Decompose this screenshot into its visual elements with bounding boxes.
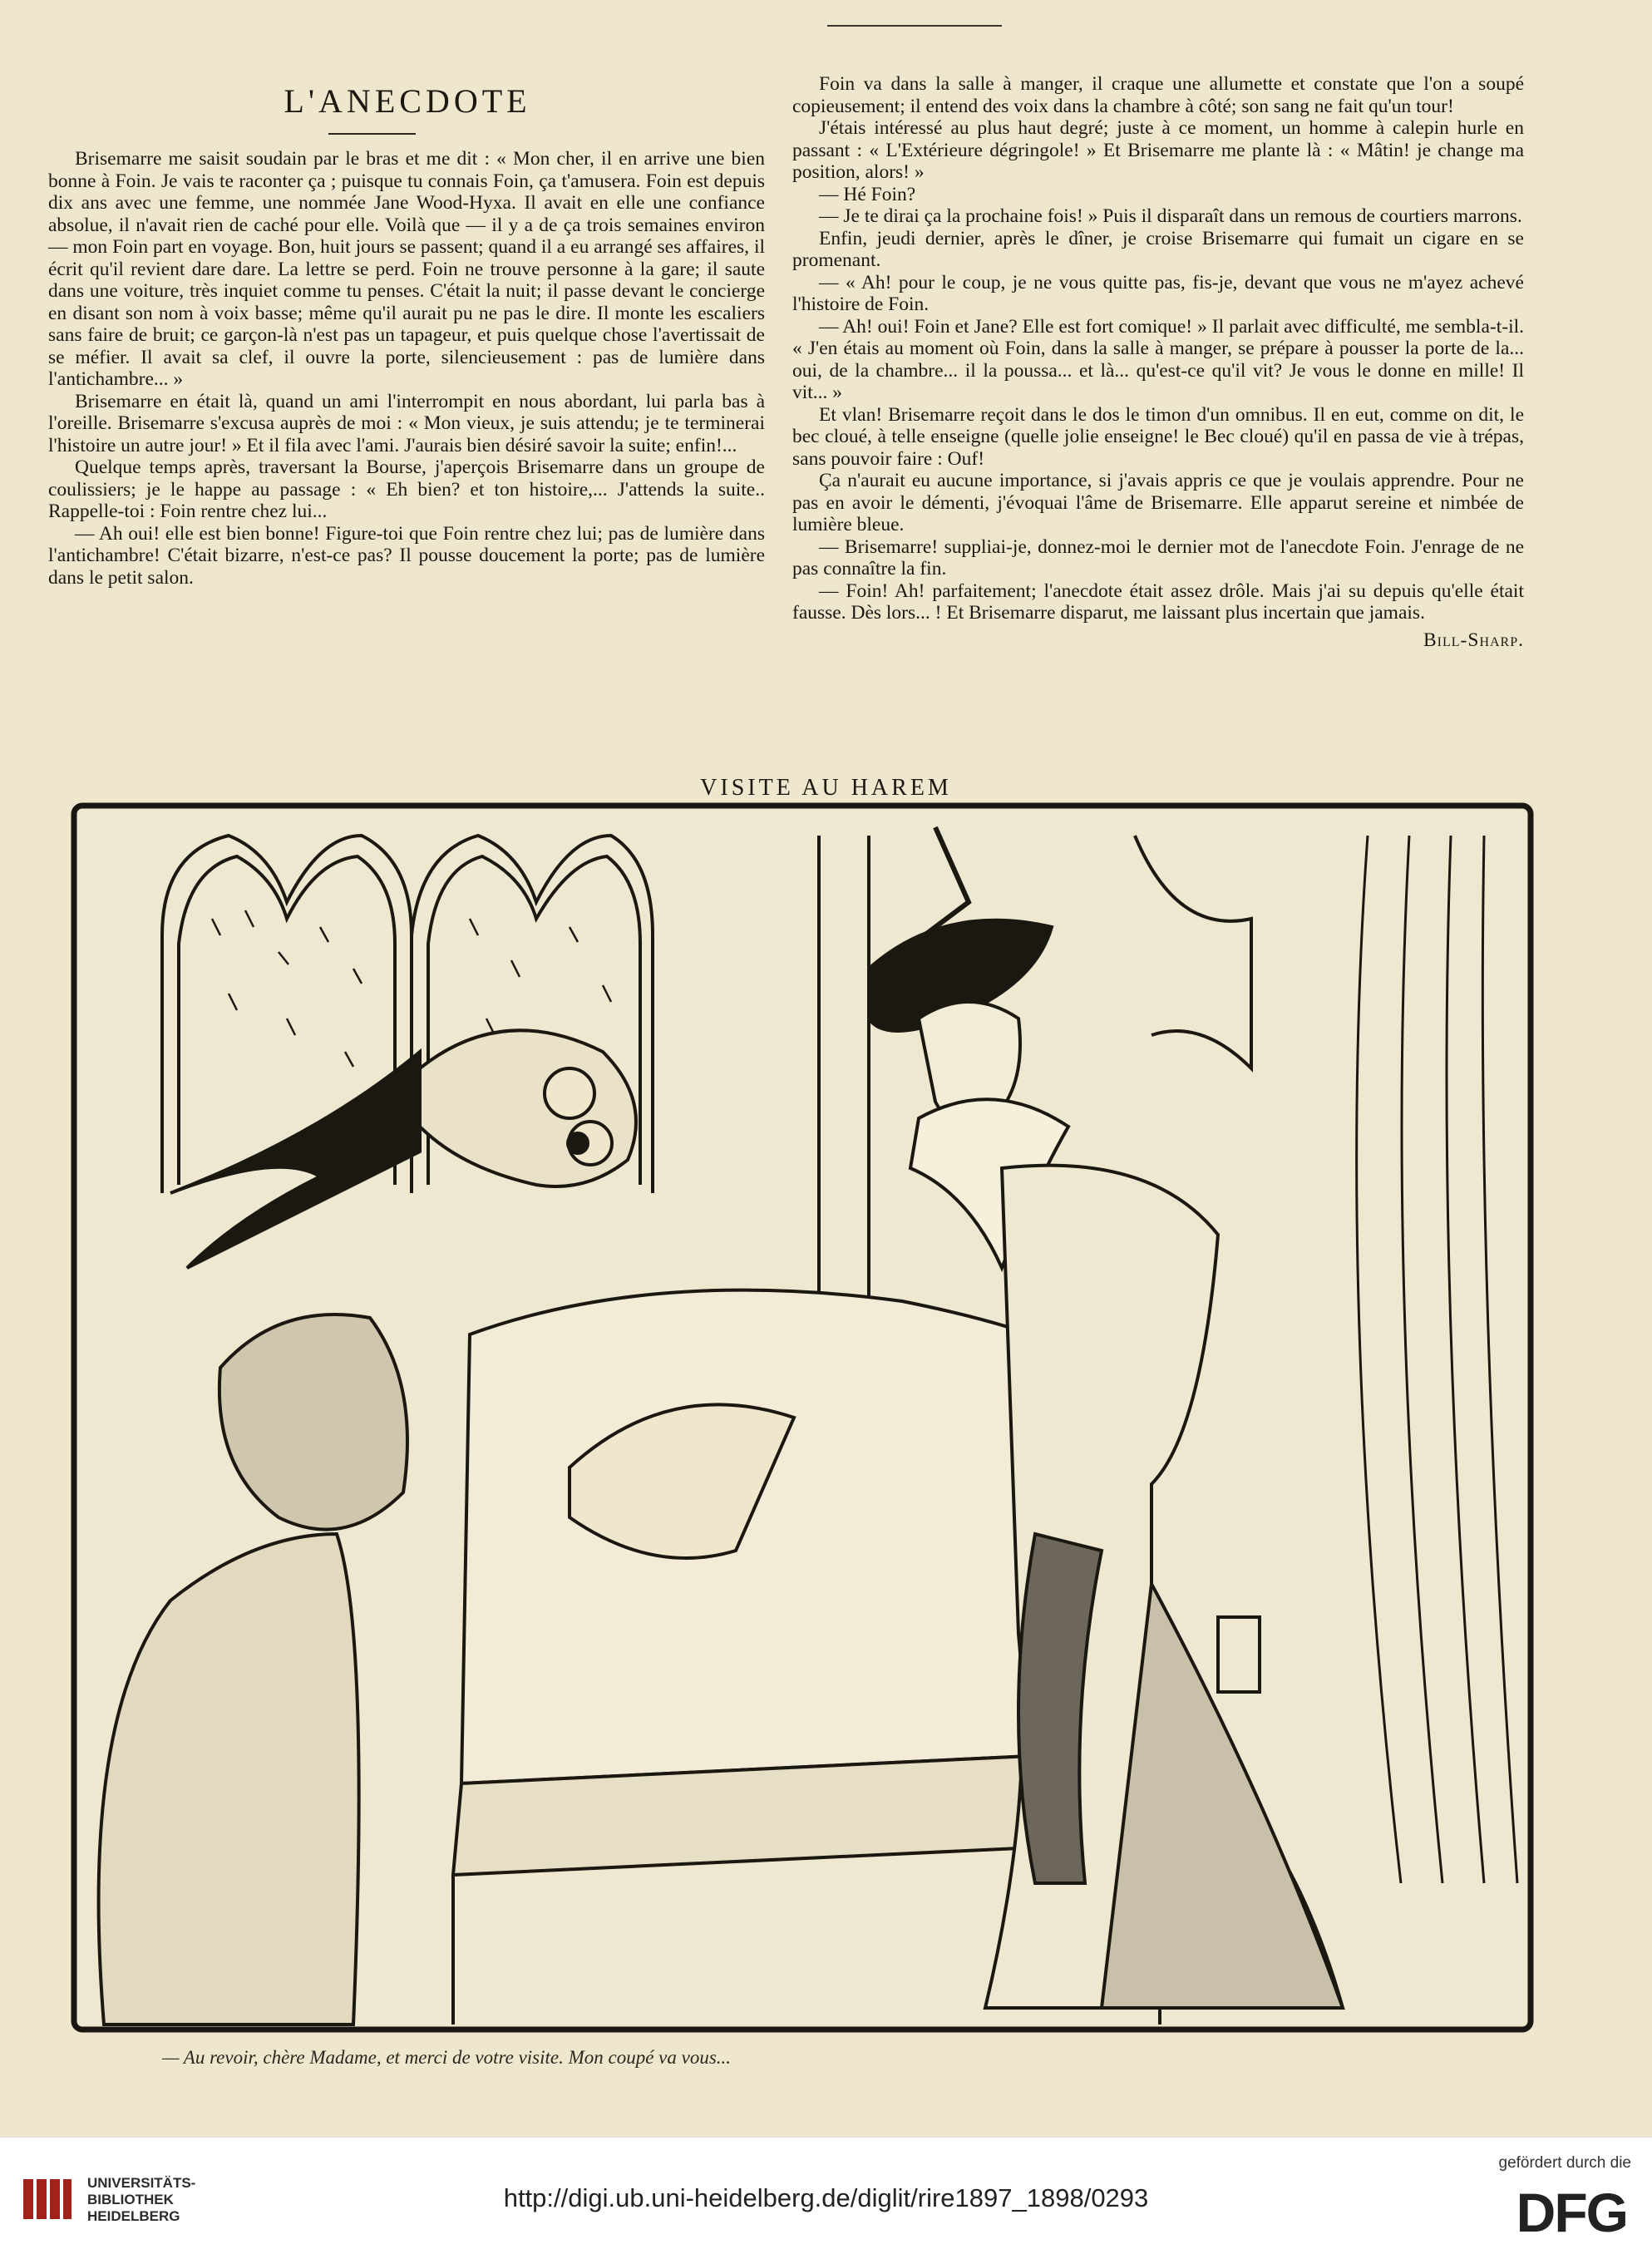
sponsor-text: gefördert durch die [1498, 2154, 1631, 2172]
library-name-line: UNIVERSITÄTS- [87, 2175, 196, 2191]
paragraph: — Je te dirai ça la prochaine fois! » Puis il disparaît dans un remous de courtiers marrons. [819, 205, 1522, 227]
paragraph: — Hé Foin? [819, 183, 916, 205]
page-top-mark [827, 25, 1002, 32]
article-column-left [48, 148, 765, 589]
harem-illustration [71, 802, 1534, 2033]
paragraph: Brisemarre me saisit soudain par le bras et me dit : « Mon cher, il en arrive une bien bonne à Foin. Je vais te raconter ça ; puisque tu connais Foin, ça t'amusera. Foin est depuis dix ans avec une femme, une nommée Jane Wood-Hyxa. Il avait en elle une confiance absolue, il n'avait rien de caché pour elle. Voilà que — il y a de ça trois semaines environ — mon Foin part en voyage. Bon, huit jours se passent; quand il a eu arrangé ses affaires, il écrit qu'il revient dare dare. La lettre se perd. Foin ne trouve personne à la gare; il saute dans une voiture, très inquiet comme tu penses. C'était la nuit; il passe devant le concierge en disant son nom à voix basse; même qu'il aurait pu ne pas le dire. Il monte les escaliers sans faire de bruit; ce garçon-là n'est pas un tapageur, et puis quelque chose l'avertissait de se méfier. Il avait sa clef, il ouvre la porte, silencieusement : pas de lumière dans l'antichambre... » [48, 148, 765, 390]
paragraph: Foin va dans la salle à manger, il craque une allumette et constate que l'on a soupé copieusement; il entend des voix dans la chambre à côté; son sang ne fait qu'un tour! [792, 73, 1524, 117]
paragraph: J'étais intéressé au plus haut degré; juste à ce moment, un homme à calepin hurle en passant : « L'Extérieure dégringole! » Et Brisemarre me plante là : « Mâtin! je change ma position, alors! » [792, 117, 1524, 183]
library-name-line: BIBLIOTHEK [87, 2192, 174, 2207]
digitization-footer [0, 2137, 1652, 2254]
paragraph: Enfin, jeudi dernier, après le dîner, je croise Brisemarre qui fumait un cigare en se promenant. [792, 227, 1524, 271]
paragraph: — Ah! oui! Foin et Jane? Elle est fort comique! » Il parlait avec difficulté, me sembla-t-il. « J'en étais au moment où Foin, dans la salle à manger, se prépare à pousser la porte de la... oui, de la chambre... il la poussa... et là... qu'est-ce qu'il vit? Je vous le donne en mille! Il vit... » [792, 315, 1524, 403]
illustration-title: VISITE AU HAREM [700, 775, 952, 801]
paragraph: Brisemarre en était là, quand un ami l'interrompit en nous abordant, lui parla bas à l'oreille. Brisemarre s'excusa auprès de moi : « Mon vieux, je suis attendu; je te terminerai l'histoire un autre jour! » Et il fila avec l'ami. J'aurais bien désiré savoir la suite; enfin!... [48, 390, 765, 456]
library-name-line: HEIDELBERG [87, 2208, 180, 2224]
illustration-caption: — Au revoir, chère Madame, et merci de votre visite. Mon coupé va vous... [162, 2047, 732, 2068]
dfg-logo: DFG [1516, 2182, 1627, 2243]
paragraph: — Foin! Ah! parfaitement; l'anecdote était assez drôle. Mais j'ai su depuis qu'elle était fausse. Dès lors... ! Et Brisemarre disparut, me laissant plus incertain que jamais. [792, 580, 1524, 624]
paragraph: Et vlan! Brisemarre reçoit dans le dos le timon d'un omnibus. Il en eut, comme on dit, le bec cloué, à telle enseigne (quelle jolie enseigne! le Bec cloué) qu'il en passa de vie à trépas, sans pouvoir faire : Ouf! [792, 403, 1524, 470]
article-column-right [792, 73, 1524, 651]
title-ornament [328, 133, 416, 135]
author-signature: Bill-Sharp. [1423, 629, 1524, 651]
article-title: L'ANECDOTE [284, 82, 531, 120]
paragraph: — Brisemarre! suppliai-je, donnez-moi le dernier mot de l'anecdote Foin. J'enrage de ne pas connaître la fin. [792, 535, 1524, 580]
permalink-url[interactable]: http://digi.ub.uni-heidelberg.de/diglit/rire1897_1898/0293 [503, 2183, 1149, 2212]
paragraph: Ça n'aurait eu aucune importance, si j'avais appris ce que je voulais apprendre. Pour ne pas en avoir le démenti, j'évoquai l'âme de Brisemarre. Elle apparut sereine et nimbée de lumière bleue. [792, 470, 1524, 535]
paragraph: — Ah oui! elle est bien bonne! Figure-toi que Foin rentre chez lui; pas de lumière dans l'antichambre! C'était bizarre, n'est-ce pas? Il pousse doucement la porte; pas de lumière dans le petit salon. [48, 522, 765, 589]
paragraph: — « Ah! pour le coup, je ne vous quitte pas, fis-je, devant que vous ne m'ayez achevé l'histoire de Foin. [792, 271, 1524, 315]
paragraph: Quelque temps après, traversant la Bourse, j'aperçois Brisemarre dans un groupe de coulissiers; je le happe au passage : « Eh bien? et ton histoire,... J'attends la suite.. Rappelle-toi : Foin rentre chez lui... [48, 456, 765, 522]
